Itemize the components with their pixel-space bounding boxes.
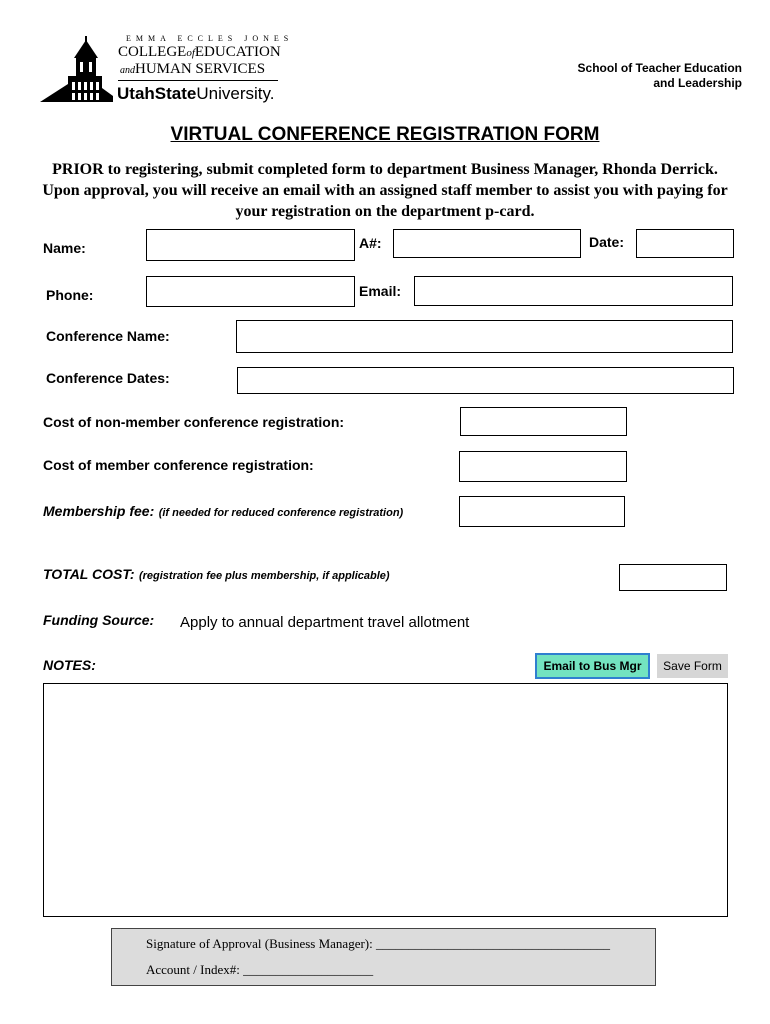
membership-fee-field[interactable] [459, 496, 625, 527]
phone-label: Phone: [46, 287, 94, 303]
email-field[interactable] [414, 276, 733, 306]
email-to-business-manager-button[interactable]: Email to Bus Mgr [535, 653, 650, 679]
form-instructions: PRIOR to registering, submit completed form to department Business Manager, Rhonda Derrick. Upon approval, you will receive an email with an assigned staff member to assist you with paying for your registration on the department p-card. [42, 161, 728, 220]
account-index-line: Account / Index#: ____________________ [146, 962, 374, 977]
name-label: Name: [43, 240, 86, 256]
membership-fee-label: Membership fee: (if needed for reduced conference registration) [43, 503, 404, 519]
cost-nonmember-label: Cost of non-member conference registration: [43, 414, 345, 430]
conference-dates-field[interactable] [237, 367, 734, 394]
date-field[interactable] [636, 229, 734, 258]
conference-name-field[interactable] [236, 320, 733, 353]
save-form-button[interactable]: Save Form [657, 654, 728, 678]
logo-human-services: andHUMAN SERVICES [120, 61, 266, 77]
conference-dates-label: Conference Dates: [46, 370, 170, 386]
total-cost-label: TOTAL COST: (registration fee plus membership, if applicable) [43, 566, 390, 582]
logo-college-of-education: COLLEGEofEDUCATION [118, 44, 281, 60]
a-number-field[interactable] [393, 229, 581, 258]
notes-field[interactable] [43, 683, 728, 917]
funding-source-value: Apply to annual department travel allotment [180, 614, 470, 631]
name-field[interactable] [146, 229, 355, 261]
logo-emma-eccles-jones: EMMA ECCLES JONES [126, 34, 294, 43]
signature-of-approval-line: Signature of Approval (Business Manager): ____________________________________ [146, 936, 610, 951]
form-title: VIRTUAL CONFERENCE REGISTRATION FORM [170, 124, 600, 145]
cost-member-field[interactable] [459, 451, 627, 482]
date-label: Date: [589, 234, 625, 250]
a-number-label: A#: [359, 235, 382, 251]
department-name: School of Teacher Education and Leadership [577, 61, 742, 90]
conference-name-label: Conference Name: [46, 328, 170, 344]
phone-field[interactable] [146, 276, 355, 307]
logo-divider [118, 80, 278, 81]
notes-label: NOTES: [43, 657, 96, 673]
logo-utah-state-university: UtahStateUniversity. [117, 84, 275, 103]
total-cost-field[interactable] [619, 564, 727, 591]
usu-old-main-tower-logo-icon [38, 36, 113, 104]
cost-member-label: Cost of member conference registration: [43, 457, 314, 473]
cost-nonmember-field[interactable] [460, 407, 627, 436]
funding-source-label: Funding Source: [43, 612, 155, 628]
email-label: Email: [359, 283, 402, 299]
